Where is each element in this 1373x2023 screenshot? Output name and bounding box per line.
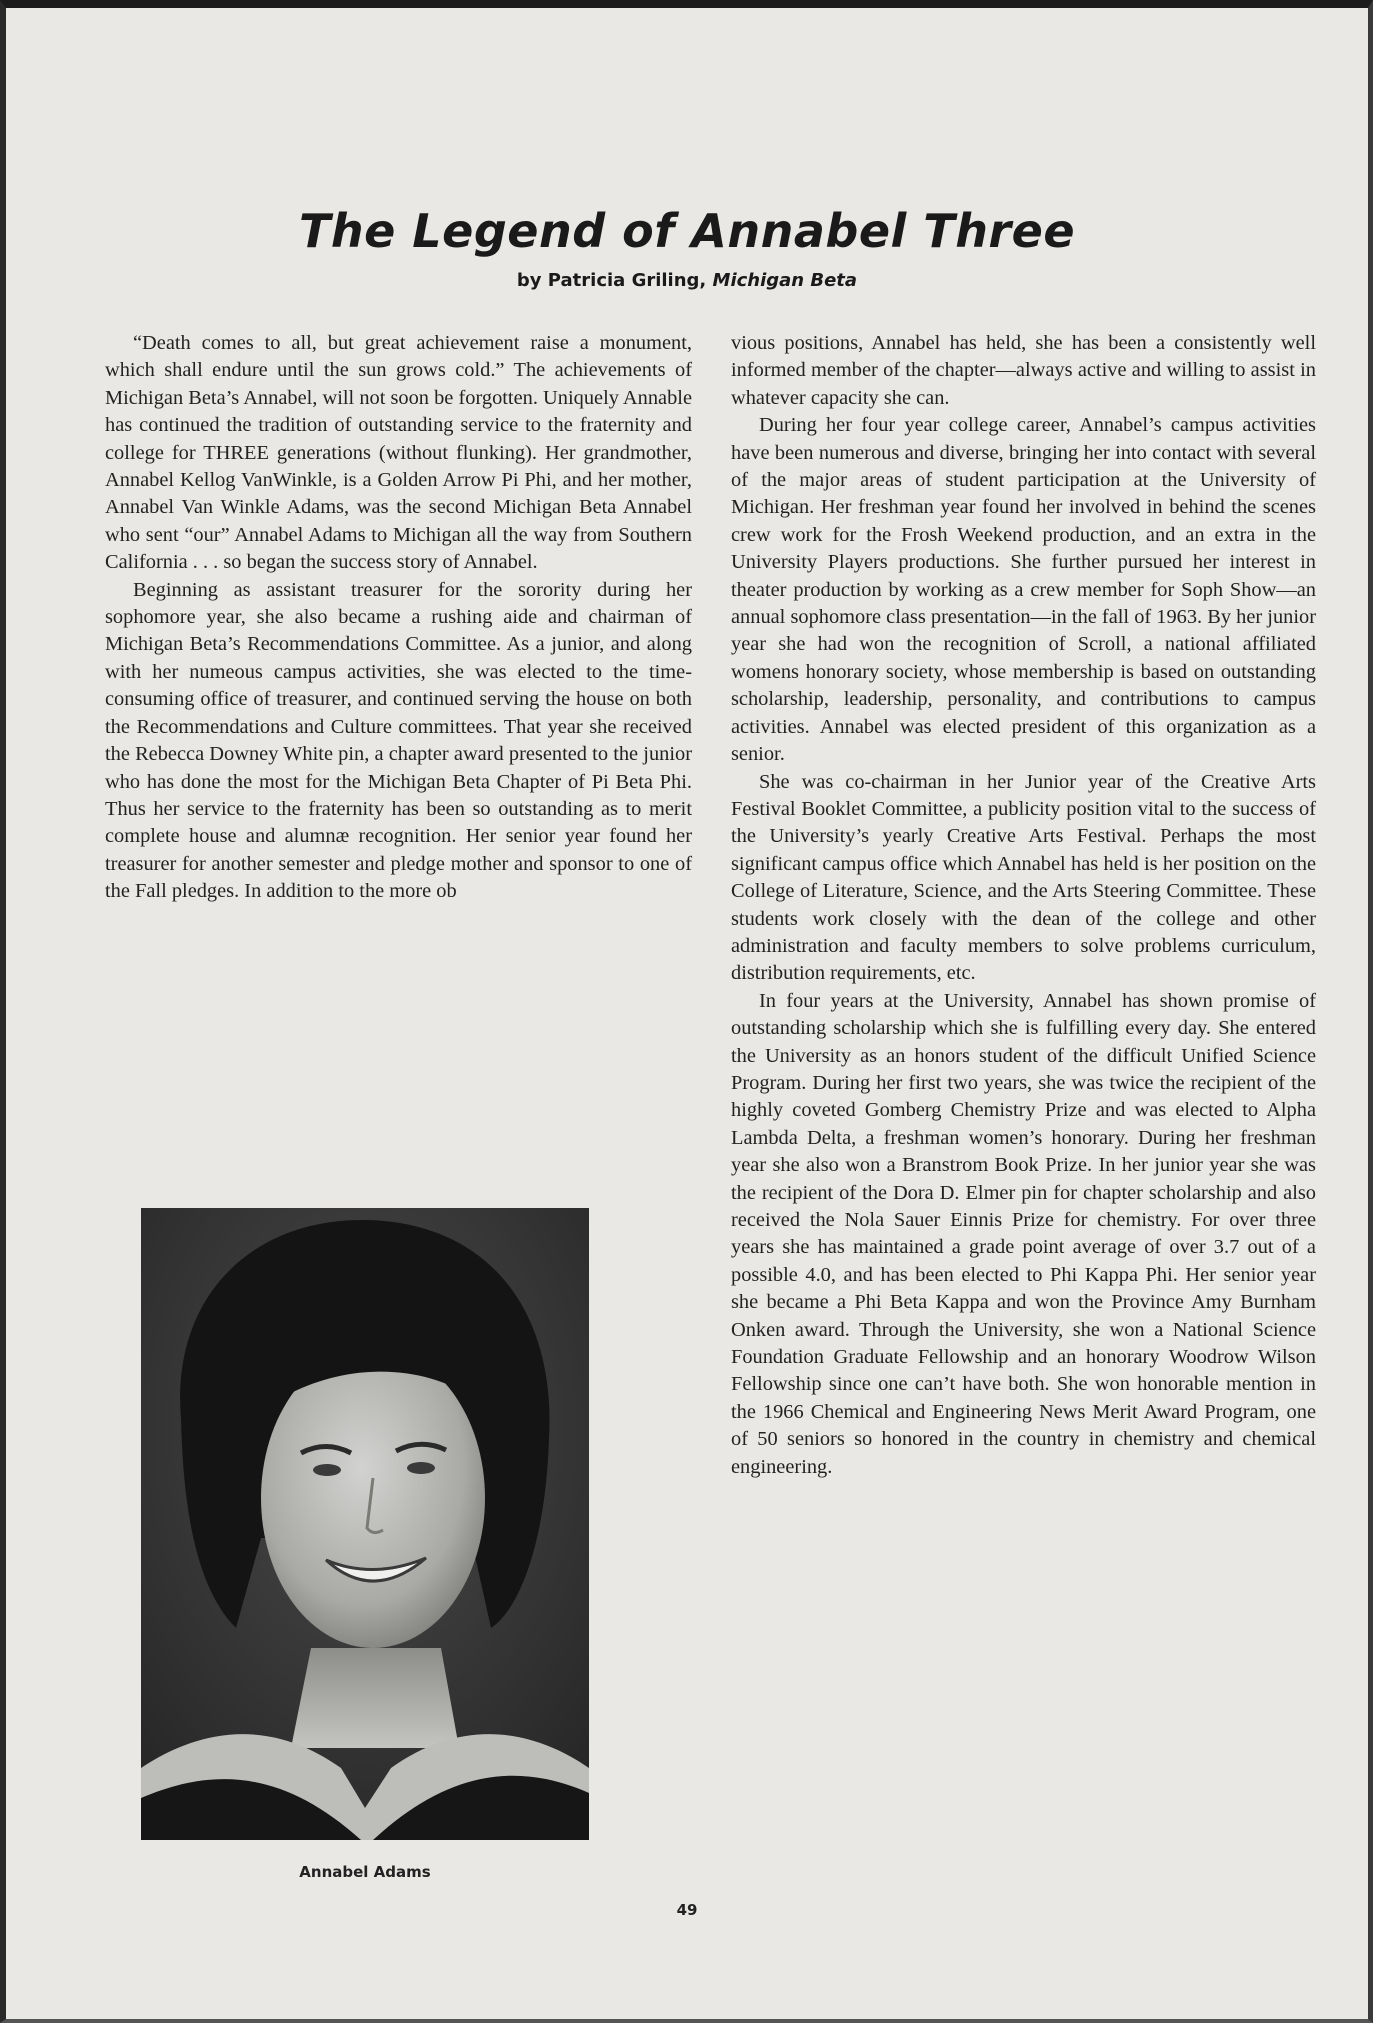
- byline-chapter: Michigan Beta: [712, 270, 858, 291]
- byline: [6, 270, 1368, 291]
- right-column: [731, 330, 1316, 1481]
- portrait-photo: [141, 1208, 589, 1840]
- paragraph: vious positions, Annabel has held, she has been a consistently well informed member of the chapter—always active and willing to assist in whatever capacity she can.: [731, 332, 1316, 409]
- paragraph: She was co-chairman in her Junior year of the Creative Arts Festival Booklet Committee, a publicity position vital to the success of the University’s yearly Creative Arts Festival. Perhaps the most significant campus office which Annabel has held is her position on the College of Literature, Science, and the Arts Steering Committee. These students work closely with the dean of the college and other administration and faculty members to solve problems curriculum, distribution requirements, etc.: [731, 770, 1316, 985]
- paragraph: During her four year college career, Annabel’s campus activities have been numerous and diverse, bringing her into contact with several of the major areas of student participation at the University of Michigan. Her freshman year found her involved in behind the scenes crew work for the Frosh Weekend production, and an extra in the University Players productions. She further pursued her interest in theater production by working as a crew member for Soph Show—an annual sophomore class presentation—in the fall of 1963. By her junior year she had won the recognition of Scroll, a national affiliated womens honorary society, whose membership is based on outstanding scholarship, leadership, personality, and contributions to campus activities. Annabel was elected president of this organization as a senior.: [731, 414, 1316, 766]
- page-number: 49: [676, 1901, 698, 1919]
- byline-author: by Patricia Griling,: [516, 270, 713, 291]
- paragraph: Beginning as assistant treasurer for the sorority during her sophomore year, she also became a rushing aide and chairman of Michigan Beta’s Recommendations Committee. As a junior, and along with her numeous campus activities, she was elected to the time-consuming office of treasurer, and continued serving the house on both the Recommendations and Culture committees. That year she received the Rebecca Downey White pin, a chapter award presented to the junior who has done the most for the Michigan Beta Chapter of Pi Beta Phi. Thus her service to the fraternity has been so outstanding as to merit complete house and alumnæ recognition. Her senior year found her treasurer for another semester and pledge mother and sponsor to one of the Fall pledges. In addition to the more ob: [105, 578, 692, 903]
- article-title: The Legend of Annabel Three: [298, 203, 1076, 258]
- photo-caption: Annabel Adams: [299, 1863, 431, 1881]
- left-column: [105, 330, 692, 906]
- paragraph: “Death comes to all, but great achievement raise a monument, which shall endure until the sun grows cold.” The achievements of Michigan Beta’s Annabel, will not soon be forgotten. Uniquely Annable has continued the tradition of outstanding service to the fraternity and college for THREE generations (without flunking). Her grandmother, Annabel Kellog VanWinkle, is a Golden Arrow Pi Phi, and her mother, Annabel Van Winkle Adams, was the second Michigan Beta Annabel who sent “our” Annabel Adams to Michigan all the way from Southern California . . . so began the success story of Annabel.: [105, 332, 692, 574]
- portrait-image: [141, 1208, 589, 1840]
- paragraph: In four years at the University, Annabel has shown promise of outstanding scholarship which she is fulfilling every day. She entered the University as an honors student of the difficult Unified Science Program. During her first two years, she was twice the recipient of the highly coveted Gomberg Chemistry Prize and was elected to Alpha Lambda Delta, a freshman women’s honorary. During her freshman year she also won a Branstrom Book Prize. In her junior year she was the recipient of the Dora D. Elmer pin for chapter scholarship and also received the Nola Sauer Einnis Prize for chemistry. For over three years she has maintained a grade point average of over 3.7 out of a possible 4.0, and has been elected to Phi Kappa Phi. Her senior year she became a Phi Beta Kappa and won the Province Amy Burnham Onken award. Through the University, she won a National Science Foundation Graduate Fellowship and an honorary Woodrow Wilson Fellowship since one can’t have both. She won honorable mention in the 1966 Chemical and Engineering News Merit Award Program, one of 50 seniors so honored in the country in chemistry and chemical engineering.: [731, 989, 1316, 1478]
